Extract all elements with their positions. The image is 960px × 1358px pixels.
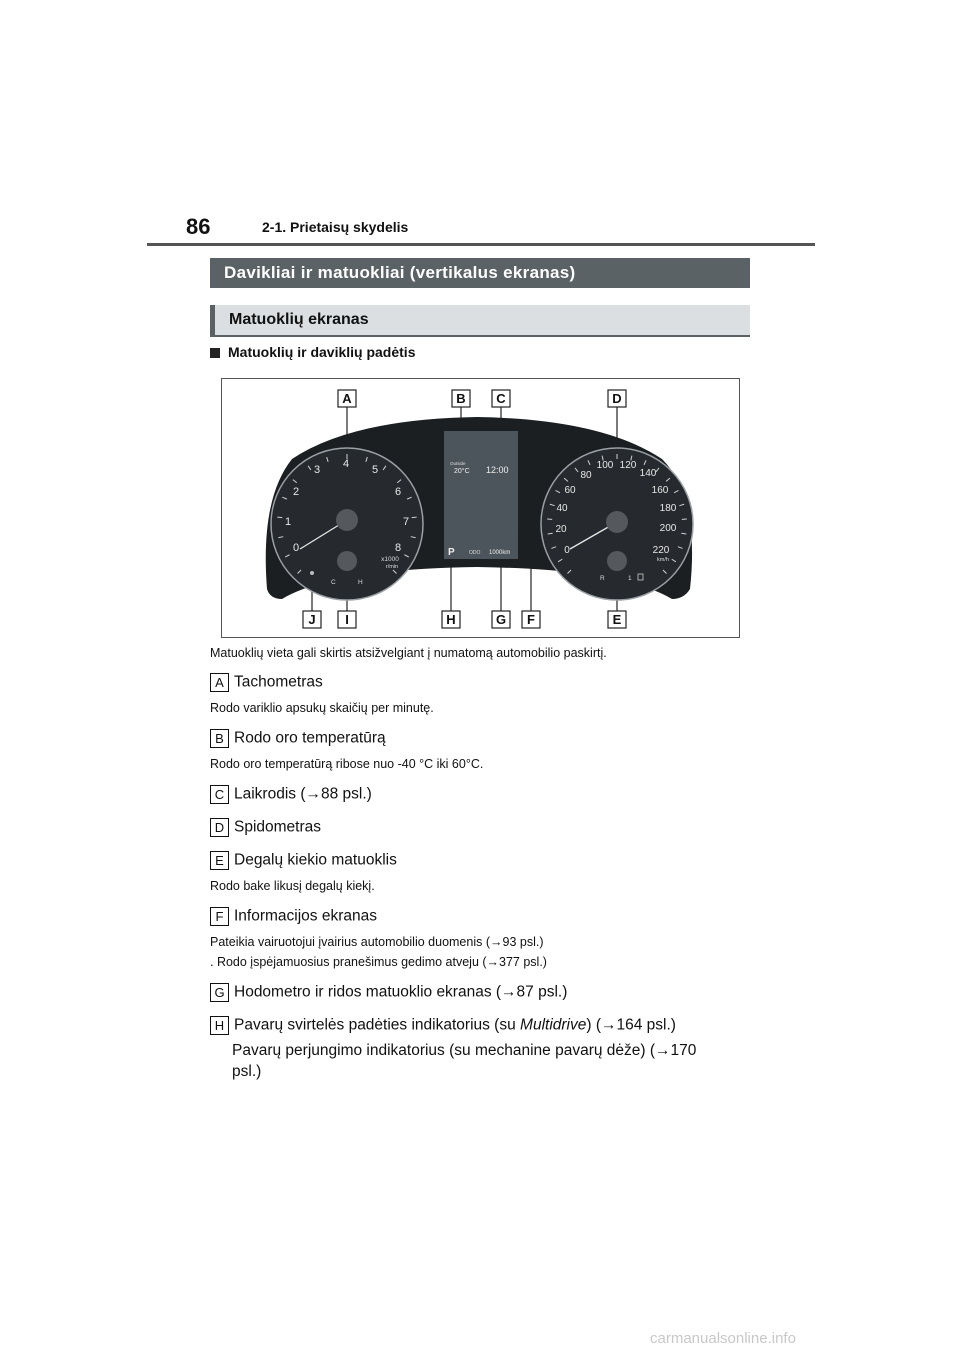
subsection-rule [210, 335, 750, 337]
item-letter-badge: E [210, 851, 229, 870]
item-description: Rodo oro temperatūrą ribose nuo -40 °C iki 60°C. [210, 757, 484, 771]
speedo-number: 140 [639, 468, 657, 479]
figure-caption: Matuoklių vieta gali skirtis atsižvelgiant į numatomą automobilio paskirtį. [210, 646, 607, 660]
display-odo-label: ODO [469, 550, 481, 556]
item-e [210, 851, 397, 870]
display-gear-indicator: P [448, 547, 455, 558]
item-label: Laikrodis (→88 psl.) [234, 785, 372, 803]
callout-letter: D [612, 391, 622, 406]
item-g [210, 983, 567, 1002]
item-letter-badge: F [210, 907, 229, 926]
tacho-number: 0 [292, 542, 300, 554]
speedo-number: 20 [555, 524, 567, 535]
item-a [210, 673, 323, 692]
tacho-number: 8 [394, 542, 402, 554]
header-rule [147, 243, 815, 246]
item-label-italic: Multidrive [520, 1016, 587, 1034]
item-letter-badge: G [210, 983, 229, 1002]
item-description: Pateikia vairuotojui įvairius automobilio duomenis (→93 psl.) [210, 935, 544, 949]
temp-cold-label: C [331, 579, 336, 586]
tacho-number: 3 [313, 464, 321, 476]
item-f [210, 907, 377, 926]
item-b [210, 729, 386, 748]
fuel-gauge-hub [607, 551, 627, 571]
speedo-number: 60 [564, 485, 576, 496]
display-odo-value: 1000km [489, 550, 511, 556]
item-description-2: . Rodo įspėjamuosius pranešimus gedimo atveju (→377 psl.) [210, 955, 547, 969]
subheading-text: Matuoklių ir daviklių padėtis [228, 344, 416, 360]
item-letter-badge: C [210, 785, 229, 804]
tacho-number: 4 [342, 458, 350, 470]
speedo-number: 80 [580, 470, 592, 481]
temp-hot-label: H [358, 579, 363, 586]
item-h [210, 1016, 676, 1035]
callout-letter: H [446, 612, 456, 627]
item-h-extra-line-1: Pavarų perjungimo indikatorius (su mechanine pavarų dėže) (→170 [232, 1042, 697, 1059]
speedo-number: 220 [652, 545, 670, 556]
speedo-number: 0 [564, 545, 570, 556]
temperature-gauge-hub [337, 551, 357, 571]
item-label: Informacijos ekranas [234, 907, 378, 925]
indicator-lamp-icon [310, 571, 314, 575]
callout-letter: B [456, 391, 466, 406]
item-letter-badge: A [210, 673, 229, 692]
fuel-full-label: 1 [628, 575, 632, 582]
item-letter-badge: B [210, 729, 229, 748]
item-c [210, 785, 372, 804]
callout-letter: E [612, 612, 622, 627]
item-label: Degalų kiekio matuoklis [234, 851, 397, 869]
callout-letter: G [495, 612, 507, 627]
tacho-number: 5 [371, 464, 379, 476]
cluster-illustration [222, 379, 741, 639]
tacho-number: 7 [402, 516, 410, 528]
speedo-number: 40 [556, 503, 568, 514]
subheading [210, 344, 415, 360]
speedo-unit: km/h [657, 557, 669, 563]
bottom-callouts [303, 611, 626, 628]
callout-letter: F [527, 612, 535, 627]
subsection-title: Matuoklių ekranas [210, 305, 750, 335]
speedo-number: 120 [619, 460, 637, 471]
tacho-unit-rpm: r/min [385, 564, 399, 570]
item-label: Rodo oro temperatūrą [234, 729, 386, 747]
display-outside-label: Outside [450, 461, 466, 466]
top-callouts [338, 390, 626, 407]
dial-tick [548, 533, 553, 534]
chapter-title: 2-1. Prietaisų skydelis [262, 219, 409, 235]
multi-information-display [444, 431, 518, 559]
callout-letter: J [308, 612, 316, 627]
item-label: Spidometras [234, 818, 322, 836]
tacho-number: 1 [284, 516, 292, 528]
tachometer-hub [336, 509, 358, 531]
item-description: Rodo bake likusį degalų kiekį. [210, 879, 375, 893]
speedo-number: 200 [659, 523, 677, 534]
speedo-number: 180 [659, 503, 677, 514]
speedo-number: 160 [651, 485, 669, 496]
item-letter-badge: H [210, 1016, 229, 1035]
item-label-pre: Pavarų svirtelės padėties indikatorius (su [234, 1016, 521, 1034]
callout-letter: A [342, 391, 352, 406]
item-d [210, 818, 321, 837]
dial-tick [681, 533, 686, 534]
display-outside-temp: 20°C [454, 468, 470, 475]
tacho-unit-multiplier: x1000 [381, 556, 399, 563]
instrument-cluster-figure [221, 378, 740, 638]
section-title: Davikliai ir matuokliai (vertikalus ekranas) [210, 258, 750, 288]
item-label: Hodometro ir ridos matuoklio ekranas (→87 psl.) [234, 983, 568, 1001]
item-description: Rodo variklio apsukų skaičių per minutę. [210, 701, 434, 715]
item-label: Tachometras [234, 673, 323, 691]
watermark: carmanualsonline.info [650, 1330, 796, 1347]
speedometer-hub [606, 511, 628, 533]
callout-letter: C [496, 391, 506, 406]
callout-letter: I [345, 612, 349, 627]
square-bullet-icon [210, 348, 220, 358]
speedo-number: 100 [596, 460, 614, 471]
item-letter-badge: D [210, 818, 229, 837]
item-h-extra-line-2: psl.) [232, 1063, 262, 1080]
display-clock: 12:00 [486, 465, 509, 475]
tacho-number: 6 [394, 486, 402, 498]
page-number: 86 [186, 214, 211, 239]
tacho-number: 2 [292, 486, 300, 498]
item-label-post: ) (→164 psl.) [586, 1016, 676, 1034]
fuel-reserve-label: R [600, 575, 605, 582]
